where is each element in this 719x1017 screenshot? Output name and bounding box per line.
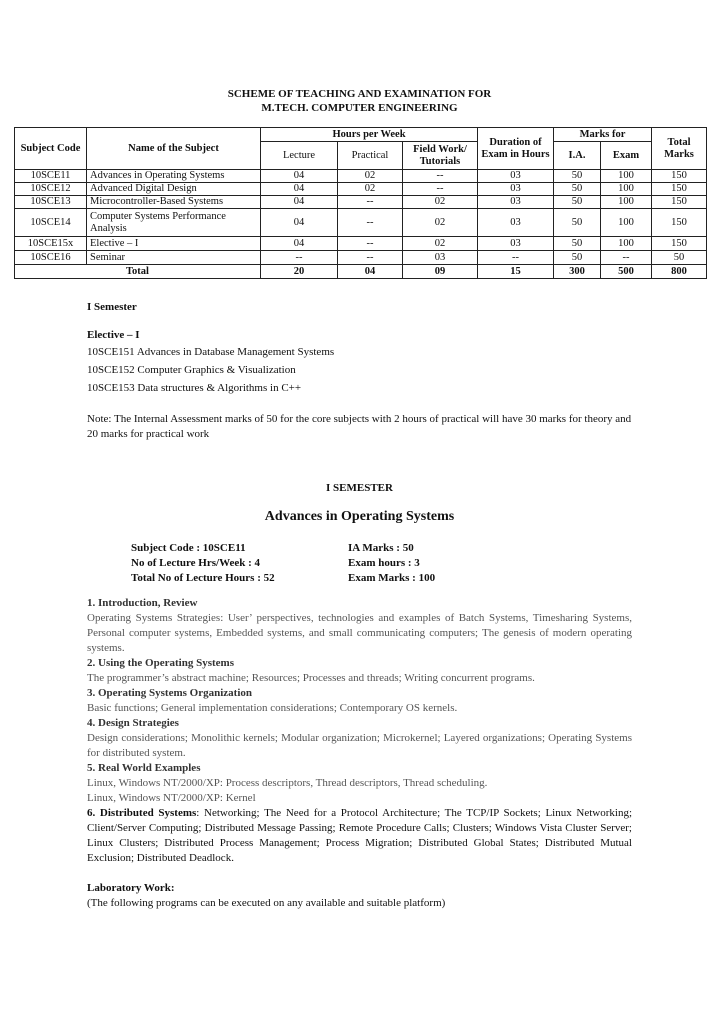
cell-duration: -- xyxy=(478,251,554,265)
total-practical: 04 xyxy=(338,265,403,279)
cell-ia: 50 xyxy=(554,209,601,237)
unit-body: Linux, Windows NT/2000/XP: Kernel xyxy=(87,792,256,804)
cell-name: Computer Systems Performance Analysis xyxy=(87,209,261,237)
elective-heading: Elective – I xyxy=(87,329,140,341)
cell-practical: 02 xyxy=(338,183,403,196)
total-lecture: 20 xyxy=(261,265,338,279)
cell-field: 03 xyxy=(403,251,478,265)
header-marks-for: Marks for xyxy=(554,128,652,142)
cell-field: 02 xyxy=(403,237,478,251)
syllabus xyxy=(87,596,632,911)
cell-code: 10SCE15x xyxy=(15,237,87,251)
cell-exam: 100 xyxy=(601,183,652,196)
cell-exam: -- xyxy=(601,251,652,265)
lab-heading: Laboratory Work: xyxy=(87,882,175,894)
cell-name: Elective – I xyxy=(87,237,261,251)
cell-exam: 100 xyxy=(601,209,652,237)
cell-exam: 100 xyxy=(601,237,652,251)
lecture-hours-per-week: No of Lecture Hrs/Week : 4 xyxy=(131,557,261,569)
cell-practical: -- xyxy=(338,237,403,251)
unit-heading: 5. Real World Examples xyxy=(87,762,201,774)
total-ia: 300 xyxy=(554,265,601,279)
cell-ia: 50 xyxy=(554,183,601,196)
cell-duration: 03 xyxy=(478,170,554,183)
total-lecture-hours: Total No of Lecture Hours : 52 xyxy=(131,572,275,584)
cell-practical: -- xyxy=(338,251,403,265)
table-row xyxy=(15,237,707,251)
unit-heading: 4. Design Strategies xyxy=(87,717,179,729)
unit-body: Operating Systems Strategies: User’ perspectives, technologies and examples of Batch Systems, Timesharing Systems, Personal computer systems, Embedded systems, and small communicating computers; The genesis of modern operating systems. xyxy=(87,612,632,654)
cell-lecture: 04 xyxy=(261,170,338,183)
cell-total: 150 xyxy=(652,209,707,237)
cell-duration: 03 xyxy=(478,183,554,196)
cell-exam: 100 xyxy=(601,196,652,209)
cell-total: 150 xyxy=(652,237,707,251)
total-exam: 500 xyxy=(601,265,652,279)
course-semester: I SEMESTER xyxy=(326,482,393,494)
elective-item: 10SCE152 Computer Graphics & Visualization xyxy=(87,364,296,376)
elective-item: 10SCE151 Advances in Database Management Systems xyxy=(87,346,335,358)
document-title-line2: M.TECH. COMPUTER ENGINEERING xyxy=(261,102,458,114)
document-title-line1: SCHEME OF TEACHING AND EXAMINATION FOR xyxy=(227,88,492,100)
cell-duration: 03 xyxy=(478,237,554,251)
table-row xyxy=(15,170,707,183)
header-field-work: Field Work/ Tutorials xyxy=(403,142,478,170)
unit-heading: 2. Using the Operating Systems xyxy=(87,657,234,669)
cell-name: Seminar xyxy=(87,251,261,265)
cell-ia: 50 xyxy=(554,251,601,265)
course-meta-left xyxy=(131,541,275,586)
cell-duration: 03 xyxy=(478,196,554,209)
header-subject-code: Subject Code xyxy=(15,128,87,170)
header-exam: Exam xyxy=(601,142,652,170)
table-row xyxy=(15,196,707,209)
table-row xyxy=(15,209,707,237)
total-field: 09 xyxy=(403,265,478,279)
cell-ia: 50 xyxy=(554,237,601,251)
cell-field: -- xyxy=(403,170,478,183)
unit-body: The programmer’s abstract machine; Resources; Processes and threads; Writing concurrent programs. xyxy=(87,672,535,684)
scheme-table xyxy=(14,127,707,279)
header-total-marks: Total Marks xyxy=(652,128,707,170)
total-duration: 15 xyxy=(478,265,554,279)
cell-duration: 03 xyxy=(478,209,554,237)
cell-lecture: 04 xyxy=(261,209,338,237)
cell-total: 150 xyxy=(652,196,707,209)
exam-hours: Exam hours : 3 xyxy=(348,557,420,569)
cell-total: 50 xyxy=(652,251,707,265)
cell-practical: -- xyxy=(338,209,403,237)
unit-6 xyxy=(87,806,632,866)
cell-total: 150 xyxy=(652,183,707,196)
cell-code: 10SCE14 xyxy=(15,209,87,237)
cell-ia: 50 xyxy=(554,196,601,209)
unit-body: Basic functions; General implementation considerations; Contemporary OS kernels. xyxy=(87,702,458,714)
cell-lecture: 04 xyxy=(261,183,338,196)
cell-lecture: -- xyxy=(261,251,338,265)
cell-name: Microcontroller-Based Systems xyxy=(87,196,261,209)
cell-lecture: 04 xyxy=(261,237,338,251)
total-row xyxy=(15,265,707,279)
total-label: Total xyxy=(15,265,261,279)
header-lecture: Lecture xyxy=(261,142,338,170)
header-hours-per-week: Hours per Week xyxy=(261,128,478,142)
cell-field: 02 xyxy=(403,196,478,209)
ia-marks: IA Marks : 50 xyxy=(348,542,414,554)
unit-body: : Networking; The Need for a Protocol Architecture; The TCP/IP Sockets; Linux Networking; Client/Server Computing; Distributed Message Passing; Remote Procedure Calls; Clusters; Windows Vista Cluster Server; Linux Clusters; Distributed Process Management; Process Migration; Distributed Global States; Distributed Mutual Exclusion; Distributed Deadlock. xyxy=(87,807,632,864)
course-title: Advances in Operating Systems xyxy=(264,509,455,524)
unit-heading: 6. Distributed Systems xyxy=(87,807,197,819)
semester-label: I Semester xyxy=(87,301,137,313)
unit-heading: 1. Introduction, Review xyxy=(87,597,198,609)
header-practical: Practical xyxy=(338,142,403,170)
cell-total: 150 xyxy=(652,170,707,183)
table-row xyxy=(15,251,707,265)
cell-code: 10SCE13 xyxy=(15,196,87,209)
unit-heading: 3. Operating Systems Organization xyxy=(87,687,252,699)
lab-body: (The following programs can be executed on any available and suitable platform) xyxy=(87,897,446,909)
unit-body: Design considerations; Monolithic kernels; Modular organization; Microkernel; Layered organizations; Operating Systems for distributed system. xyxy=(87,732,632,759)
header-subject-name: Name of the Subject xyxy=(87,128,261,170)
subject-code: Subject Code : 10SCE11 xyxy=(131,542,246,554)
cell-code: 10SCE16 xyxy=(15,251,87,265)
cell-field: 02 xyxy=(403,209,478,237)
cell-ia: 50 xyxy=(554,170,601,183)
cell-code: 10SCE11 xyxy=(15,170,87,183)
unit-body: Linux, Windows NT/2000/XP: Process descriptors, Thread descriptors, Thread scheduling. xyxy=(87,777,488,789)
cell-lecture: 04 xyxy=(261,196,338,209)
course-meta-right xyxy=(348,541,435,586)
table-row xyxy=(15,183,707,196)
assessment-note: Note: The Internal Assessment marks of 50 for the core subjects with 2 hours of practical will have 30 marks for theory and 20 marks for practical work xyxy=(87,413,632,440)
cell-name: Advances in Operating Systems xyxy=(87,170,261,183)
header-duration: Duration of Exam in Hours xyxy=(478,128,554,170)
total-marks: 800 xyxy=(652,265,707,279)
cell-code: 10SCE12 xyxy=(15,183,87,196)
cell-name: Advanced Digital Design xyxy=(87,183,261,196)
header-ia: I.A. xyxy=(554,142,601,170)
cell-practical: -- xyxy=(338,196,403,209)
cell-exam: 100 xyxy=(601,170,652,183)
cell-practical: 02 xyxy=(338,170,403,183)
cell-field: -- xyxy=(403,183,478,196)
elective-item: 10SCE153 Data structures & Algorithms in C++ xyxy=(87,382,302,394)
exam-marks: Exam Marks : 100 xyxy=(348,572,436,584)
